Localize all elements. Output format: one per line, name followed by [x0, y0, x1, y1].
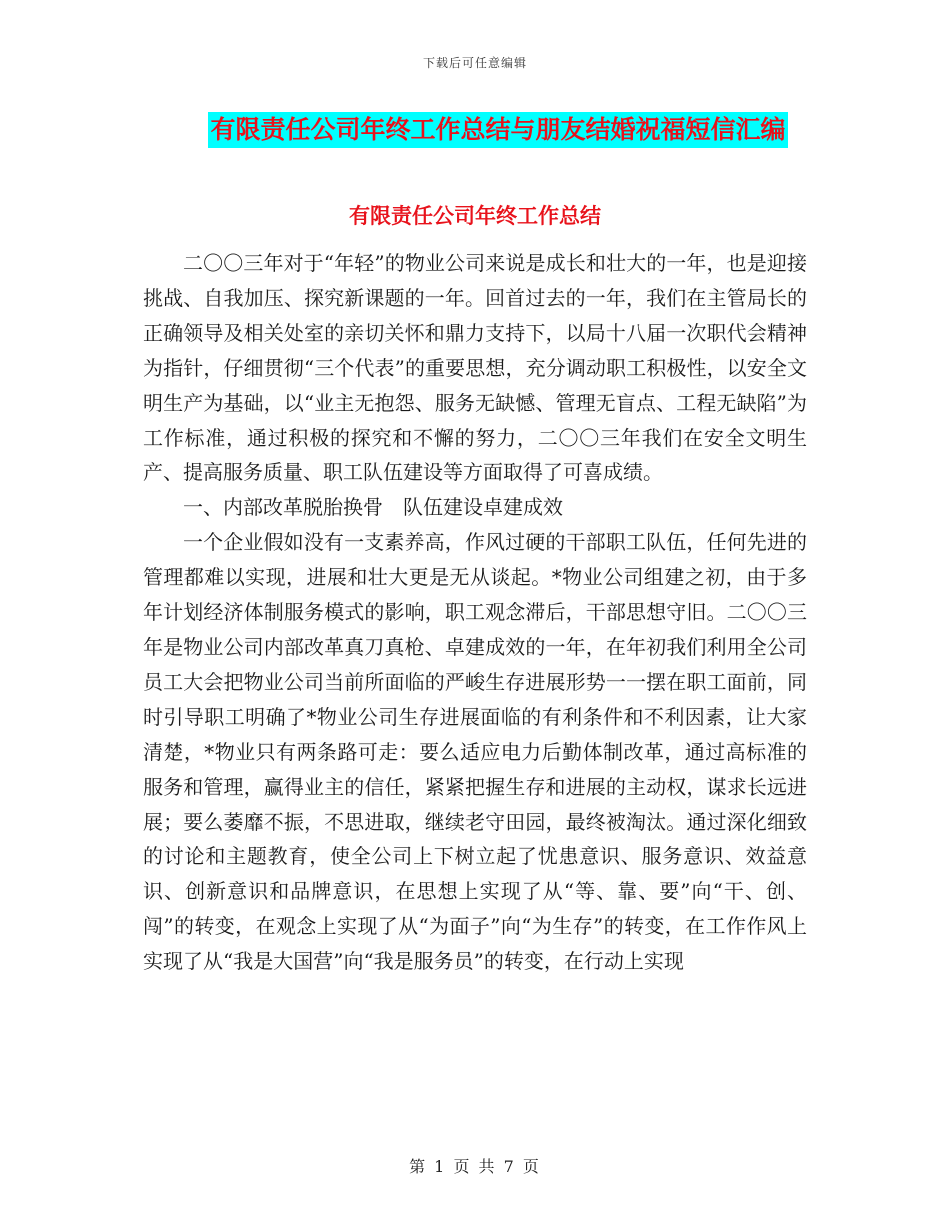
paragraph-team-building: 一个企业假如没有一支素养高，作风过硬的干部职工队伍，任何先进的管理都难以实现，进展和壮大更是无从谈起。*物业公司组建之初，由于多年计划经济体制服务模式的影响，职工观念滞后，干部思想守旧。二〇〇三年是物业公司内部改革真刀真枪、卓建成效的一年，在年初我们利用全公司员工大会把物业公司当前所面临的严峻生存进展形势一一摆在职工面前，同时引导职工明确了*物业公司生存进展面临的有利条件和不利因素，让大家清楚，*物业只有两条路可走：要么适应电力后勤体制改革，通过高标准的服务和管理，赢得业主的信任，紧紧把握生存和进展的主动权，谋求长远进展；要么萎靡不振，不思进取，继续老守田园，最终被淘汰。通过深化细致的讨论和主题教育，使全公司上下树立起了忧患意识、服务意识、效益意识、创新意识和品牌意识，在思想上实现了从“等、靠、要”向“干、创、闯”的转变，在观念上实现了从“为面子”向“为生存”的转变，在工作作风上实现了从“我是大国营”向“我是服务员”的转变，在行动上实现: [143, 530, 807, 974]
paragraph-intro: 二〇〇三年对于“年轻”的物业公司来说是成长和壮大的一年，也是迎接挑战、自我加压、探究新课题的一年。回首过去的一年，我们在主管局长的正确领导及相关处室的亲切关怀和鼎力支持下，以局十八届一次职代会精神为指针，仔细贯彻“三个代表”的重要思想，充分调动职工积极性，以安全文明生产为基础，以“业主无抱怨、服务无缺憾、管理无盲点、工程无缺陷”为工作标准，通过积极的探究和不懈的努力，二〇〇三年我们在安全文明生产、提高服务质量、职工队伍建设等方面取得了可喜成绩。: [143, 251, 807, 485]
main-title-container: [0, 112, 950, 148]
page-number-footer: 第 1 页 共 7 页: [409, 1157, 541, 1176]
subheading-reform: 一、内部改革脱胎换骨 队伍建设卓建成效: [183, 495, 563, 520]
main-title: 有限责任公司年终工作总结与朋友结婚祝福短信汇编: [208, 112, 787, 148]
page-header-note: 下载后可任意编辑: [422, 56, 527, 70]
document-body: [143, 246, 807, 979]
section-title: 有限责任公司年终工作总结: [349, 204, 601, 228]
